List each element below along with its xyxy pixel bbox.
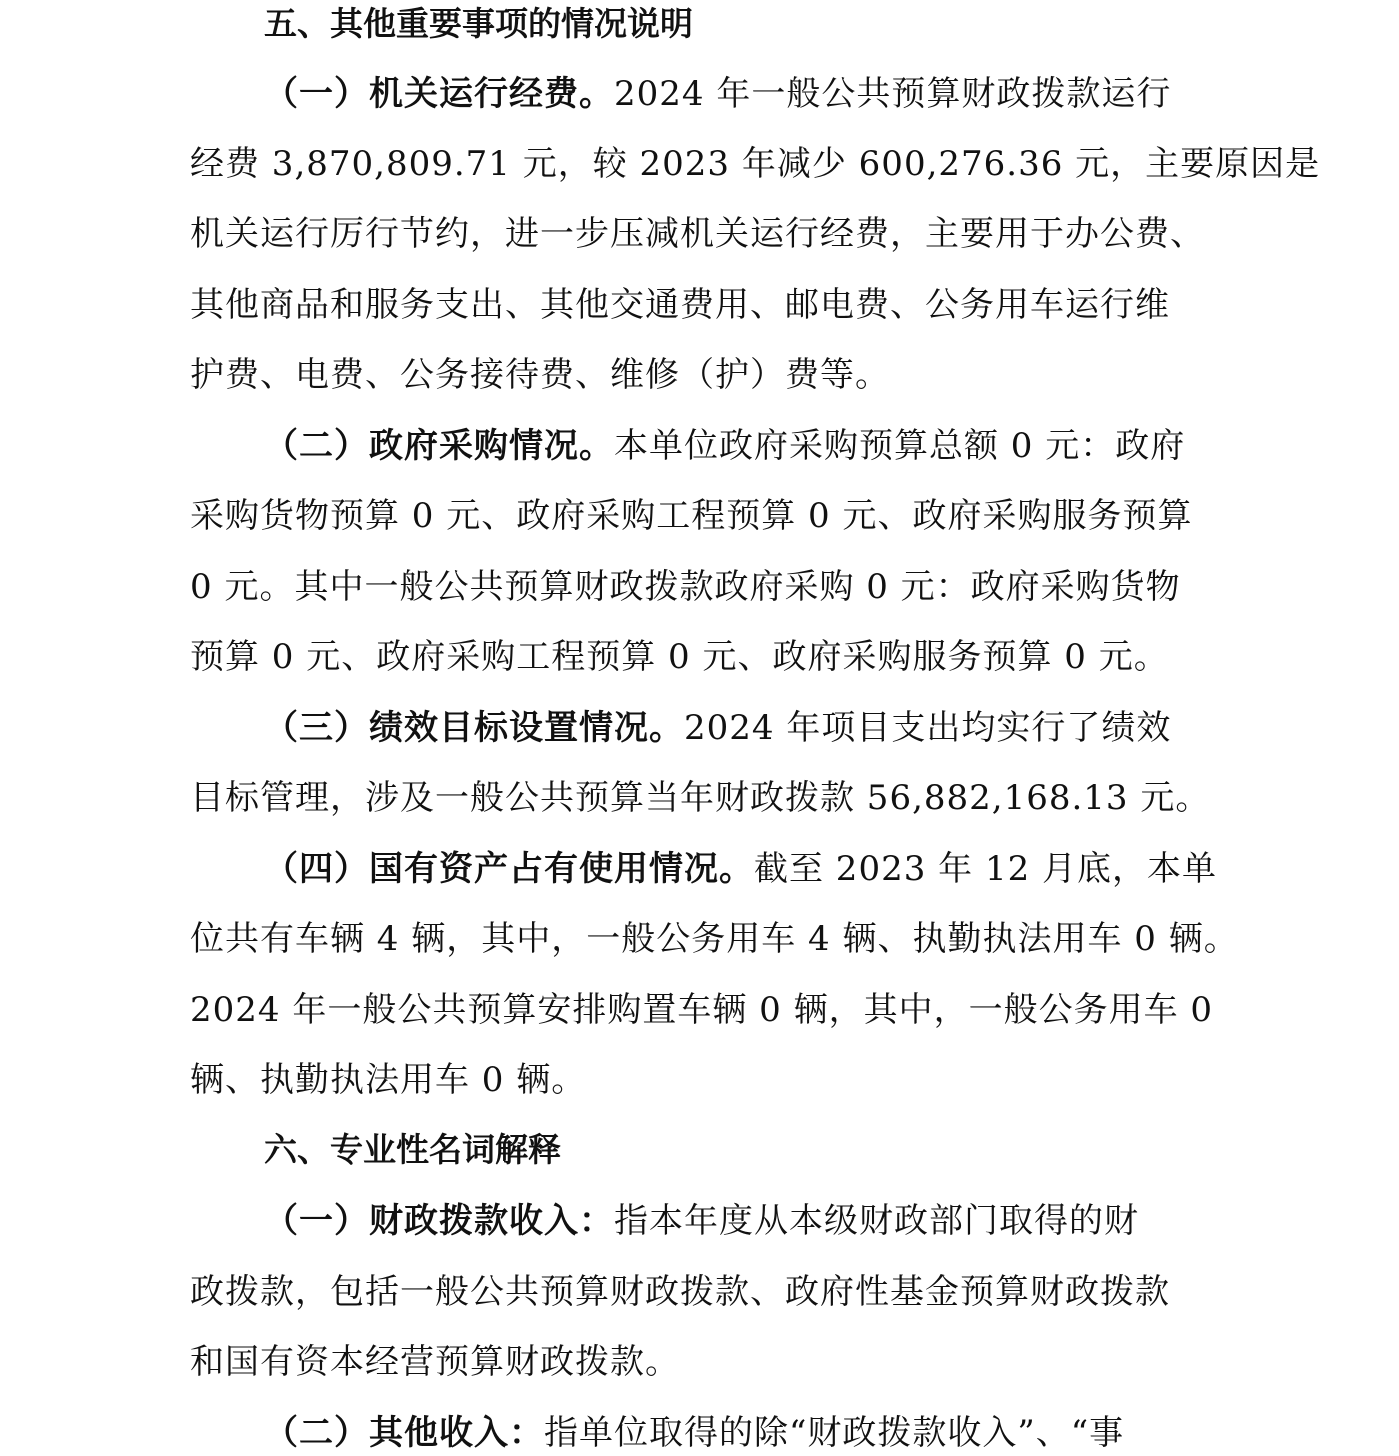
paragraph-line <box>264 1199 1139 1243</box>
section-heading-6: 六、专业性名词解释 <box>264 1130 561 1169</box>
paragraph-text: 指本年度从本级财政部门取得的财 <box>614 1201 1139 1241</box>
section-heading-5: 五、其他重要事项的情况说明 <box>264 4 693 43</box>
paragraph-label: （三）绩效目标设置情况。 <box>264 708 684 748</box>
paragraph-line: 经费 3,870,809.71 元，较 2023 年减少 600,276.36 元，主要原因是 <box>190 144 1321 184</box>
paragraph-line: 位共有车辆 4 辆，其中，一般公务用车 4 辆、执勤执法用车 0 辆。 <box>190 919 1239 959</box>
paragraph-line <box>264 706 1171 750</box>
paragraph-line: 采购货物预算 0 元、政府采购工程预算 0 元、政府采购服务预算 <box>190 496 1193 536</box>
paragraph-line: 辆、执勤执法用车 0 辆。 <box>190 1060 587 1100</box>
paragraph-line: 目标管理，涉及一般公共预算当年财政拨款 56,882,168.13 元。 <box>190 778 1211 818</box>
paragraph-line: 护费、电费、公务接待费、维修（护）费等。 <box>190 355 890 395</box>
paragraph-text: 本单位政府采购预算总额 0 元：政府 <box>614 426 1186 466</box>
paragraph-text: 指单位取得的除“财政拨款收入”、“事 <box>544 1413 1125 1453</box>
paragraph-line: 机关运行厉行节约，进一步压减机关运行经费，主要用于办公费、 <box>190 214 1205 254</box>
paragraph-label: （二）政府采购情况。 <box>264 426 614 466</box>
paragraph-label: （一）财政拨款收入： <box>264 1201 614 1241</box>
paragraph-label: （一）机关运行经费。 <box>264 74 614 114</box>
paragraph-line: 和国有资本经营预算财政拨款。 <box>190 1342 680 1382</box>
paragraph-line <box>264 847 1217 891</box>
paragraph-line: 政拨款，包括一般公共预算财政拨款、政府性基金预算财政拨款 <box>190 1272 1170 1312</box>
paragraph-line: 2024 年一般公共预算安排购置车辆 0 辆，其中，一般公务用车 0 <box>190 990 1214 1030</box>
paragraph-line <box>264 72 1171 116</box>
paragraph-label: （四）国有资产占有使用情况。 <box>264 849 754 889</box>
paragraph-line <box>264 1411 1124 1455</box>
paragraph-line <box>264 424 1185 468</box>
paragraph-label: （二）其他收入： <box>264 1413 544 1453</box>
paragraph-text: 2024 年一般公共预算财政拨款运行 <box>614 74 1172 114</box>
paragraph-line: 0 元。其中一般公共预算财政拨款政府采购 0 元：政府采购货物 <box>190 567 1181 607</box>
paragraph-text: 2024 年项目支出均实行了绩效 <box>684 708 1172 748</box>
paragraph-line: 其他商品和服务支出、其他交通费用、邮电费、公务用车运行维 <box>190 285 1170 325</box>
paragraph-line: 预算 0 元、政府采购工程预算 0 元、政府采购服务预算 0 元。 <box>190 637 1169 677</box>
paragraph-text: 截至 2023 年 12 月底，本单 <box>754 849 1218 889</box>
